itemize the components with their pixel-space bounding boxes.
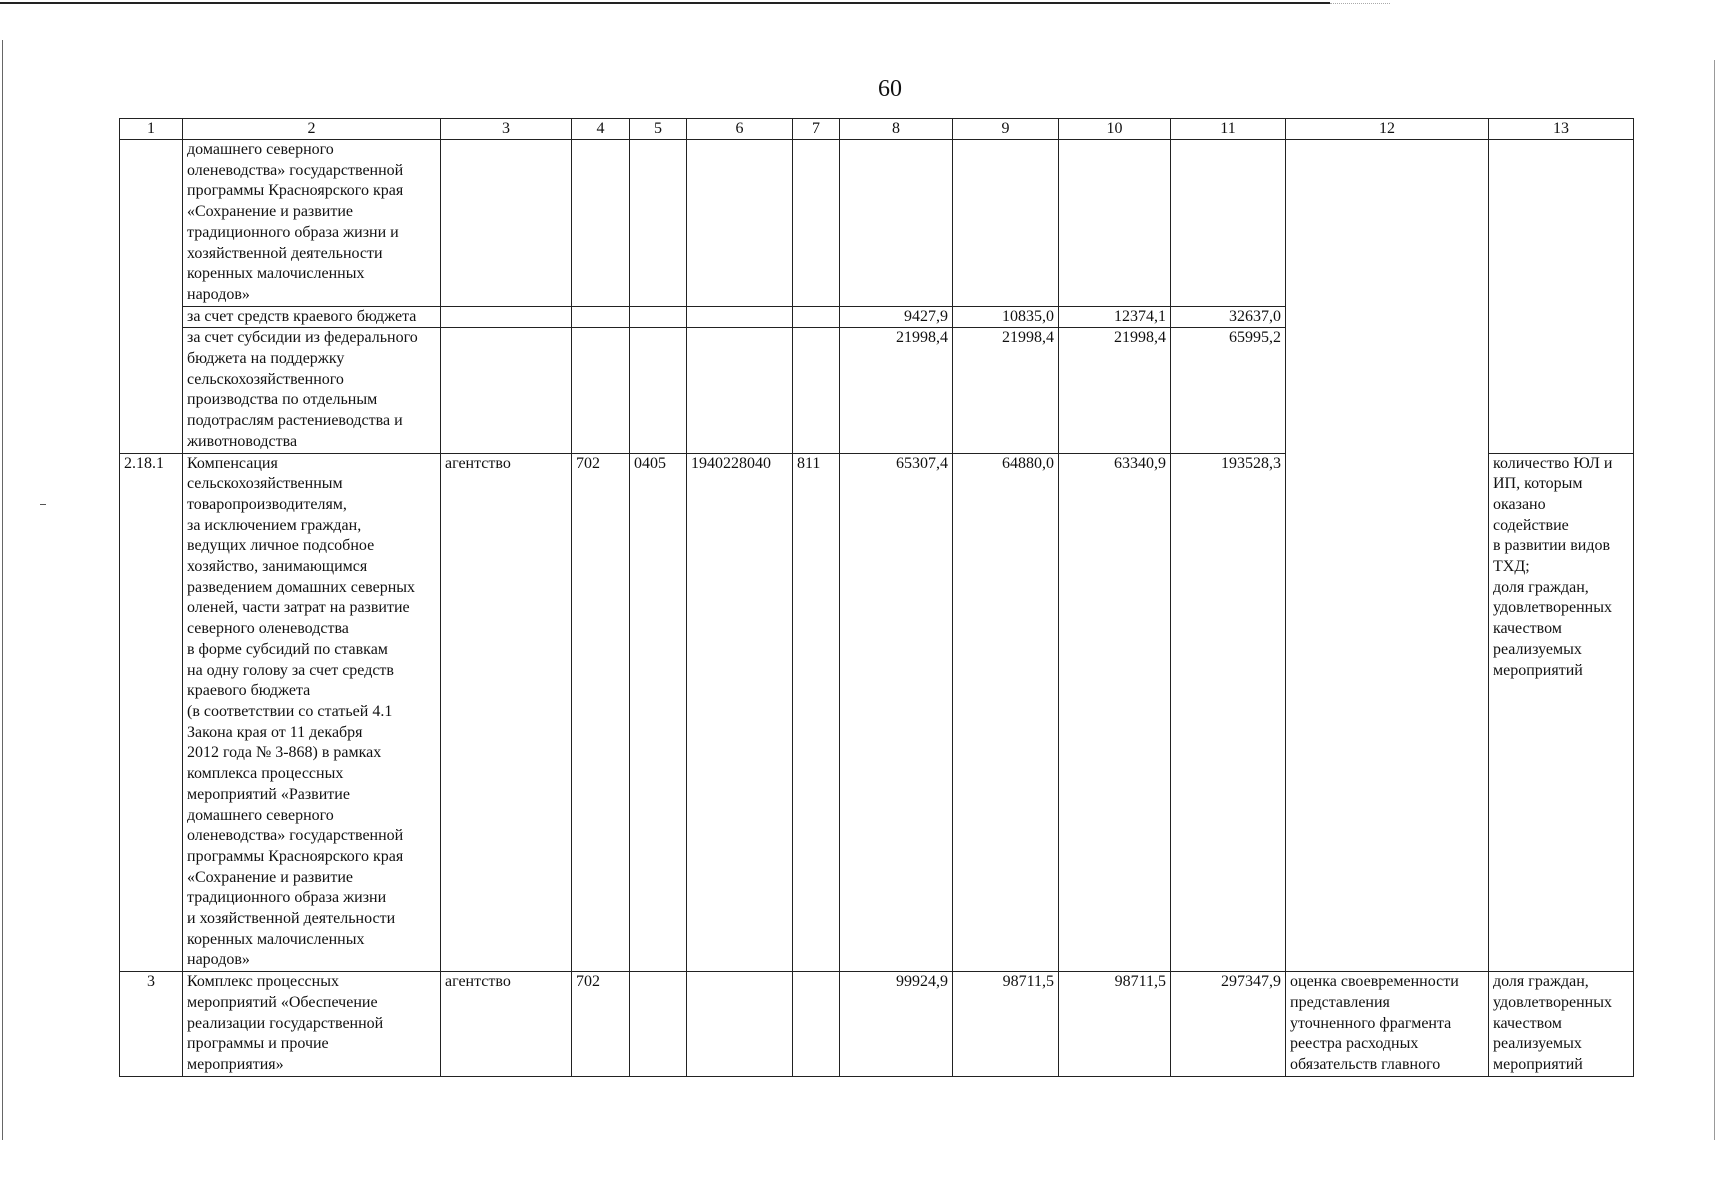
- csr-cell: 1940228040: [687, 453, 793, 972]
- amount-cell: 10835,0: [953, 306, 1059, 328]
- column-header: 9: [953, 119, 1059, 140]
- vr-cell: 811: [793, 453, 840, 972]
- executor-cell: [441, 306, 572, 328]
- table-row: [120, 140, 1634, 307]
- amount-cell: 21998,4: [953, 328, 1059, 453]
- indicator-cell: [1489, 140, 1634, 454]
- column-header: 8: [840, 119, 953, 140]
- column-header: 3: [441, 119, 572, 140]
- rzpr-cell: 0405: [630, 453, 687, 972]
- csr-cell: [687, 306, 793, 328]
- column-header: 13: [1489, 119, 1634, 140]
- column-header: 12: [1286, 119, 1489, 140]
- result-cell: оценка своевременности представления уточненного фрагмента реестра расходных обязательств главного: [1286, 972, 1489, 1077]
- amount-cell: 64880,0: [953, 453, 1059, 972]
- vr-cell: [793, 306, 840, 328]
- amount-cell: 65995,2: [1171, 328, 1286, 453]
- rzpr-cell: [630, 140, 687, 307]
- description-cell: за счет субсидии из федерального бюджета на поддержку сельскохозяйственного производства по отдельным подотраслям растениеводства и животноводства: [183, 328, 441, 453]
- csr-cell: [687, 328, 793, 453]
- column-header: 5: [630, 119, 687, 140]
- amount-cell: 98711,5: [1059, 972, 1171, 1077]
- amount-cell: 21998,4: [1059, 328, 1171, 453]
- scan-artifact-mark: [40, 504, 46, 505]
- description-cell: за счет средств краевого бюджета: [183, 306, 441, 328]
- vr-cell: [793, 328, 840, 453]
- scan-edge-top: [0, 2, 1330, 4]
- executor-cell: агентство: [441, 972, 572, 1077]
- amount-cell: 63340,9: [1059, 453, 1171, 972]
- budget-table: [119, 118, 1634, 1077]
- rzpr-cell: [630, 306, 687, 328]
- amount-cell: 32637,0: [1171, 306, 1286, 328]
- scan-edge-top-faint: [1330, 3, 1390, 4]
- rzpr-cell: [630, 328, 687, 453]
- amount-cell: 9427,9: [840, 306, 953, 328]
- row-number-cell: [120, 140, 183, 454]
- grbs-cell: 702: [572, 453, 630, 972]
- amount-cell: 21998,4: [840, 328, 953, 453]
- column-header: 6: [687, 119, 793, 140]
- amount-cell: [840, 140, 953, 307]
- rzpr-cell: [630, 972, 687, 1077]
- csr-cell: [687, 140, 793, 307]
- indicator-cell: количество ЮЛ и ИП, которым оказано содействие в развитии видов ТХД; доля граждан, удовлетворенных качеством реализуемых мероприятий: [1489, 453, 1634, 972]
- vr-cell: [793, 140, 840, 307]
- amount-cell: [953, 140, 1059, 307]
- row-number-cell: 2.18.1: [120, 453, 183, 972]
- executor-cell: [441, 328, 572, 453]
- amount-cell: 193528,3: [1171, 453, 1286, 972]
- table-row: [120, 972, 1634, 1077]
- grbs-cell: [572, 328, 630, 453]
- scan-edge-left: [2, 40, 3, 1140]
- executor-cell: агентство: [441, 453, 572, 972]
- column-header: 10: [1059, 119, 1171, 140]
- amount-cell: 12374,1: [1059, 306, 1171, 328]
- csr-cell: [687, 972, 793, 1077]
- column-header: 2: [183, 119, 441, 140]
- column-header: 4: [572, 119, 630, 140]
- description-cell: домашнего северного оленеводства» государственной программы Красноярского края «Сохранение и развитие традиционного образа жизни и хозяйственной деятельности коренных малочисленных народов»: [183, 140, 441, 307]
- column-header: 1: [120, 119, 183, 140]
- vr-cell: [793, 972, 840, 1077]
- result-cell: [1286, 140, 1489, 972]
- column-header: 7: [793, 119, 840, 140]
- indicator-cell: доля граждан, удовлетворенных качеством реализуемых мероприятий: [1489, 972, 1634, 1077]
- amount-cell: [1059, 140, 1171, 307]
- row-number-cell: 3: [120, 972, 183, 1077]
- grbs-cell: [572, 140, 630, 307]
- column-header: 11: [1171, 119, 1286, 140]
- amount-cell: 98711,5: [953, 972, 1059, 1077]
- grbs-cell: [572, 306, 630, 328]
- page-number: 60: [878, 76, 902, 102]
- amount-cell: 297347,9: [1171, 972, 1286, 1077]
- amount-cell: 65307,4: [840, 453, 953, 972]
- grbs-cell: 702: [572, 972, 630, 1077]
- description-cell: Комплекс процессных мероприятий «Обеспечение реализации государственной программы и прочие мероприятия»: [183, 972, 441, 1077]
- amount-cell: 99924,9: [840, 972, 953, 1077]
- table-header-row: [120, 119, 1634, 140]
- description-cell: Компенсация сельскохозяйственным товаропроизводителям, за исключением граждан, ведущих личное подсобное хозяйство, занимающимся разведением домашних северных оленей, части затрат на развитие северного оленеводства в форме субсидий по ставкам на одну голову за счет средств краевого бюджета (в соответствии со статьей 4.1 Закона края от 11 декабря 2012 года № 3-868) в рамках комплекса процессных мероприятий «Развитие домашнего северного оленеводства» государственной программы Красноярского края «Сохранение и развитие традиционного образа жизни и хозяйственной деятельности коренных малочисленных народов»: [183, 453, 441, 972]
- scan-edge-right: [1714, 60, 1715, 1140]
- executor-cell: [441, 140, 572, 307]
- amount-cell: [1171, 140, 1286, 307]
